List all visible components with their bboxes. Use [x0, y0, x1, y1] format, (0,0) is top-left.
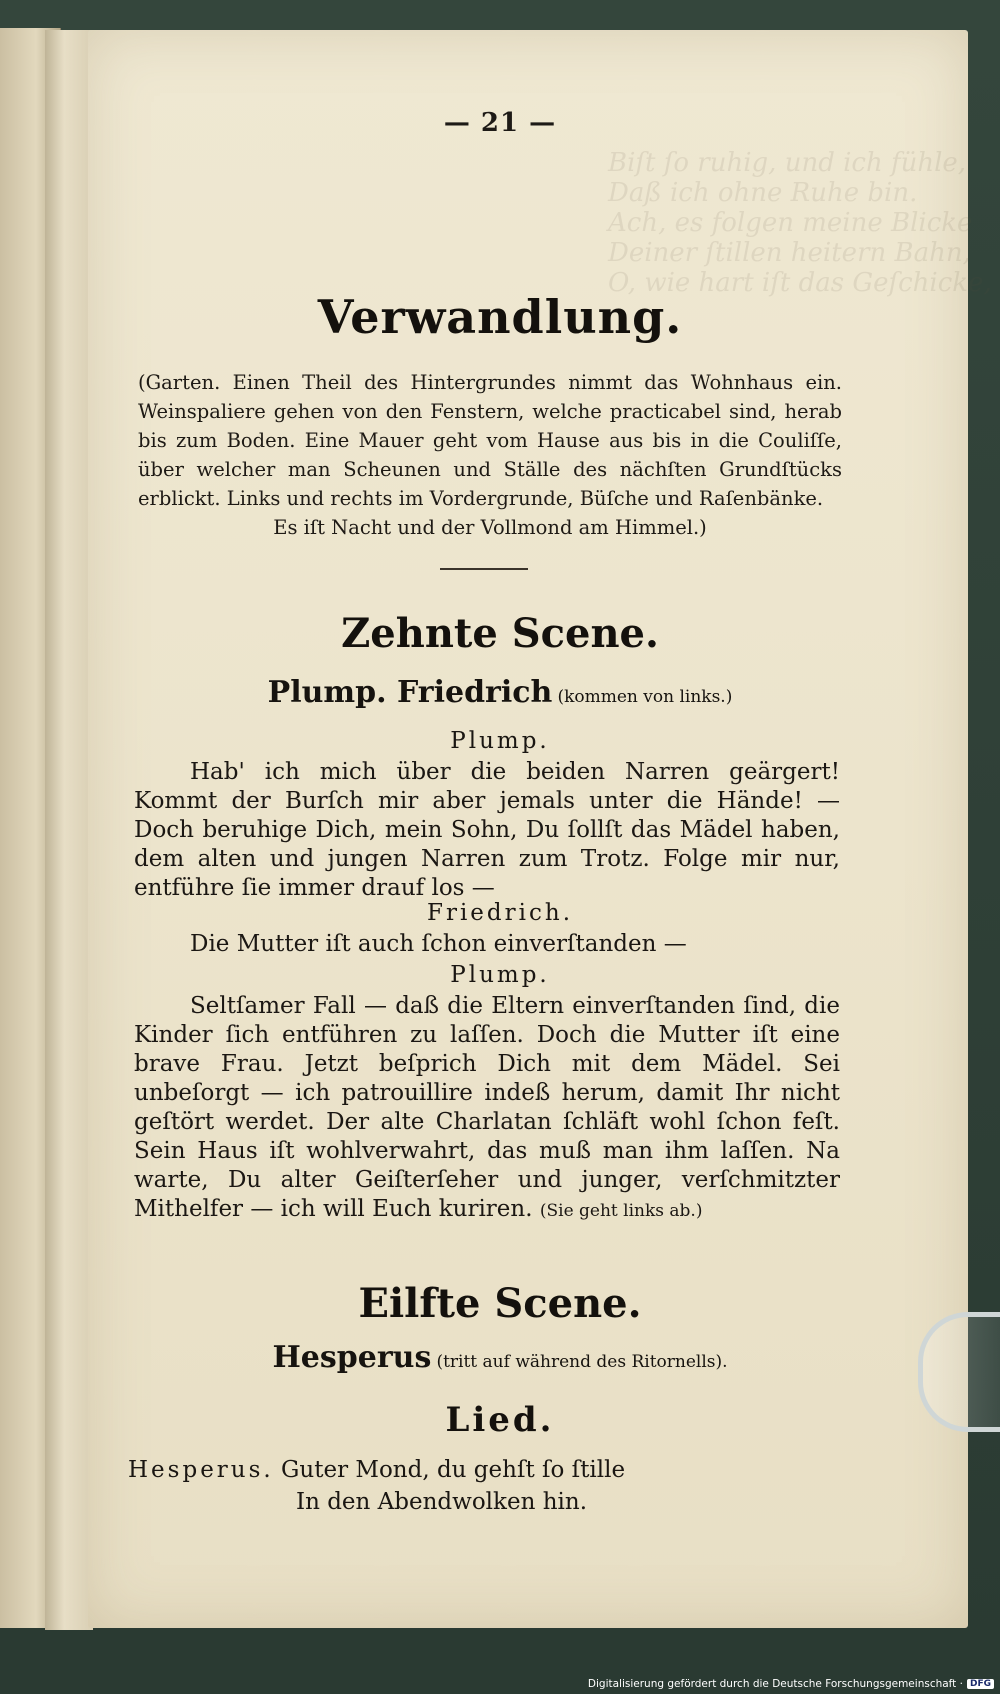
song-lyrics — [128, 1454, 848, 1518]
stage-direction-last-line: Es iſt Nacht und der Vollmond am Himmel.) — [273, 516, 707, 539]
speech-body: Seltſamer Fall — daß die Eltern einverſtanden ſind, die Kinder ſich entführen zu laſſen. Doch die Mutter iſt eine brave Frau. Jetzt beſprich Dich mit dem Mädel. Sei unbeſorgt — ich patrouillire indeß herum, damit Ihr nicht geſtört werdet. Der alte Charlatan ſchläft wohl ſchon feſt. Sein Haus iſt wohlverwahrt, das muß man ihm laſſen. Na warte, Du alter Geiſterſeher und junger, verſchmitzter Mithelfer — ich will Euch kuriren. — [134, 993, 840, 1222]
dfg-logo: DFG — [967, 1679, 994, 1689]
footer-text: Digitalisierung gefördert durch die Deutsche Forschungsgemeinschaft · — [587, 1678, 963, 1690]
cast-direction: (tritt auf während des Ritornells). — [436, 1352, 728, 1372]
cast-names: Plump. Friedrich — [267, 675, 553, 710]
song-speaker: Hesperus. — [128, 1457, 274, 1483]
exit-direction: (Sie geht links ab.) — [539, 1201, 703, 1221]
bleed-through-text: Biſt ſo ruhig, und ich fühle, Daß ich ohne Ruhe bin. Ach, es folgen meine Blicke Deiner ſtillen heitern Bahn, O, wie hart iſt das Geſchicke, — [608, 148, 992, 298]
speaker-label: Plump. — [450, 728, 550, 754]
song-line: In den Abendwolken hin. — [296, 1489, 588, 1515]
speech-text: Hab' ich mich über die beiden Narren geärgert! Kommt der Burſch mir aber jemals unter die Hände! — Doch beruhige Dich, mein Sohn, Du ſollſt das Mädel haben, dem alten und jungen Narren zum Trotz. Folge mir nur, entführe ſie immer drauf los — — [134, 759, 840, 901]
divider-rule — [440, 568, 528, 570]
cast-names: Hesperus — [272, 1340, 432, 1375]
speaker-label: Plump. — [450, 962, 550, 988]
digitization-footer — [588, 1676, 994, 1692]
cast-direction: (kommen von links.) — [557, 687, 733, 707]
scene-cast-line — [0, 1340, 1000, 1375]
page-number: — 21 — — [443, 108, 557, 138]
scene-cast-line — [0, 675, 1000, 710]
song-line: Guter Mond, du gehſt ſo ſtille — [281, 1457, 626, 1483]
speaker-label: Friedrich. — [427, 900, 573, 926]
stage-direction — [138, 368, 842, 542]
scene-title-eilfte: Eilfte Scene. — [358, 1280, 642, 1327]
scene-title-zehnte: Zehnte Scene. — [341, 610, 659, 657]
speech-text — [134, 992, 840, 1226]
speech-text: Die Mutter iſt auch ſchon einverſtanden — — [190, 931, 687, 957]
section-title-verwandlung: Verwandlung. — [317, 290, 683, 344]
stage-direction-text: (Garten. Einen Theil des Hintergrundes nimmt das Wohnhaus ein. Weinspaliere gehen von den Fenstern, welche practicabel sind, herab bis zum Boden. Eine Mauer geht vom Hause aus bis in die Couliſſe, über welcher man Scheunen und Ställe des nächſten Grundſtücks erblickt. Links und rechts im Vordergrunde, Büſche und Raſenbänke. — [138, 371, 842, 510]
book-clip — [918, 1312, 1000, 1432]
song-title: Lied. — [445, 1400, 555, 1440]
page-gutter — [45, 30, 93, 1630]
